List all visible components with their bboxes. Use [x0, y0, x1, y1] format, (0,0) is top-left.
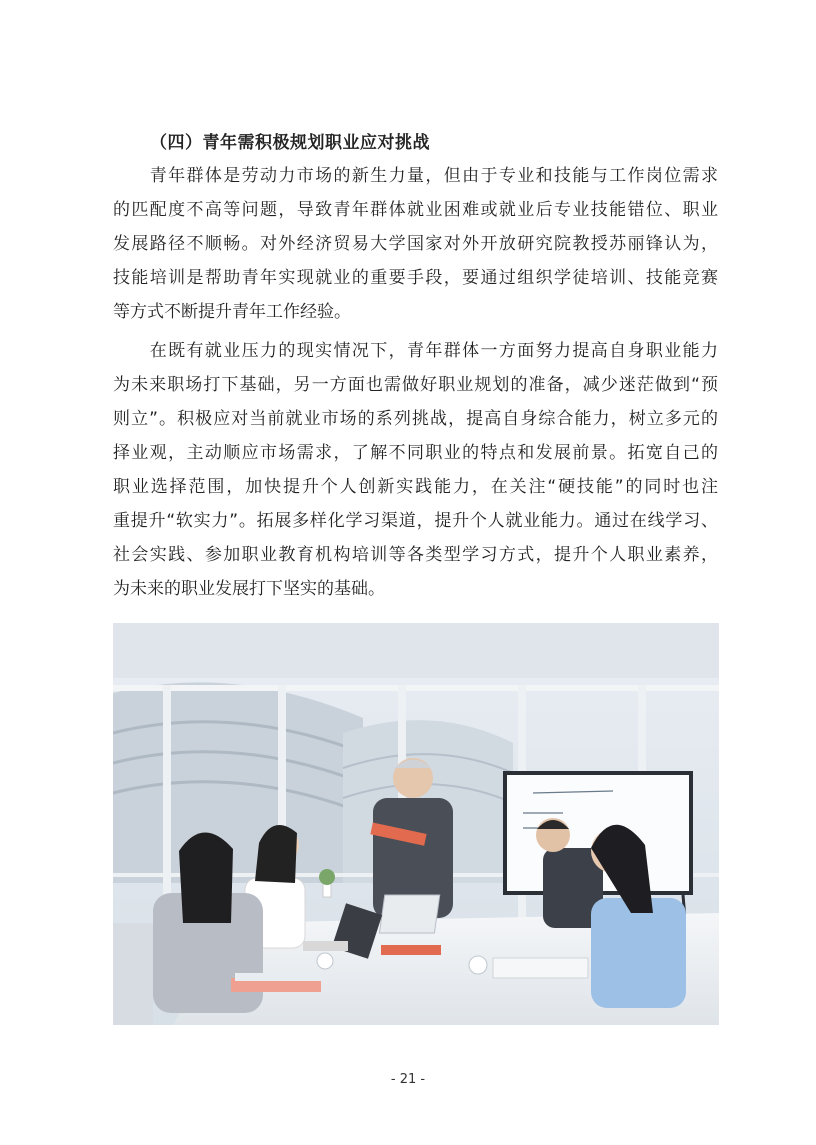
- page-number: - 21 -: [390, 1072, 426, 1087]
- paragraph-1-line: 发展路径不顺畅。对外经济贸易大学国家对外开放研究院教授苏丽锋认为，: [113, 234, 718, 254]
- section-heading: （四）青年需积极规划职业应对挑战: [150, 133, 430, 153]
- paragraph-2-line: 择业观，主动顺应市场需求，了解不同职业的特点和发展前景。拓宽自己的: [113, 443, 718, 463]
- paragraph-2-line: 为未来职场打下基础，另一方面也需做好职业规划的准备，减少迷茫做到“预: [113, 375, 718, 395]
- paragraph-2-line: 在既有就业压力的现实情况下，青年群体一方面努力提高自身职业能力: [113, 341, 718, 361]
- paragraph-1: [113, 159, 718, 329]
- paragraph-1-line: 技能培训是帮助青年实现就业的重要手段，要通过组织学徒培训、技能竞赛: [113, 268, 718, 288]
- paragraph-1-line: 青年群体是劳动力市场的新生力量，但由于专业和技能与工作岗位需求: [113, 166, 718, 186]
- paragraph-1-line: 等方式不断提升青年工作经验。: [113, 302, 351, 322]
- paragraph-2-line: 职业选择范围，加快提升个人创新实践能力，在关注“硬技能”的同时也注: [113, 477, 718, 497]
- paragraph-2: [113, 334, 718, 606]
- meeting-photo: [113, 623, 719, 1025]
- paragraph-2-line: 社会实践、参加职业教育机构培训等各类型学习方式，提升个人职业素养，: [113, 545, 718, 565]
- paragraph-2-line: 重提升“软实力”。拓展多样化学习渠道，提升个人就业能力。通过在线学习、: [113, 511, 718, 531]
- paragraph-1-line: 的匹配度不高等问题，导致青年群体就业困难或就业后专业技能错位、职业: [113, 200, 718, 220]
- paragraph-2-line: 则立”。积极应对当前就业市场的系列挑战，提高自身综合能力，树立多元的: [113, 409, 718, 429]
- paragraph-2-line: 为未来的职业发展打下坚实的基础。: [113, 579, 385, 599]
